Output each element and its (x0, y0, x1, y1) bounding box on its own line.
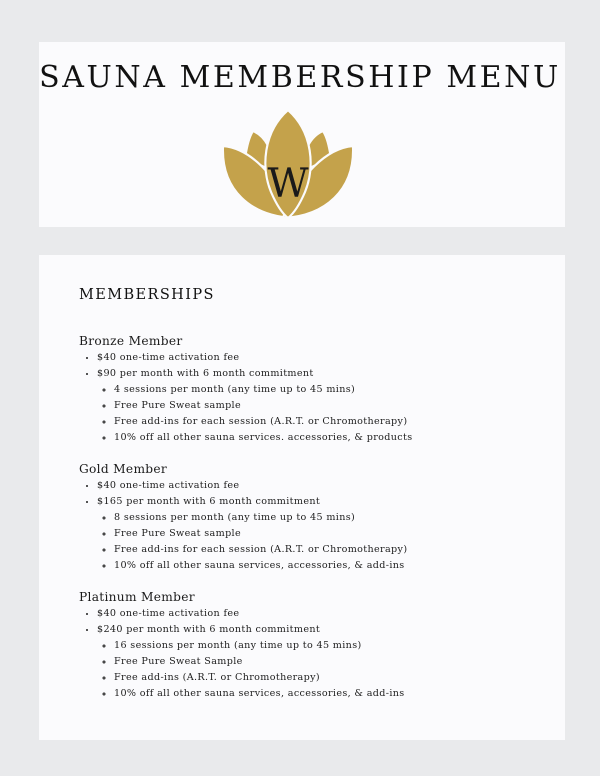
list-item-text: $165 per month with 6 month commitment (97, 495, 321, 507)
tier-benefits-list (79, 350, 549, 445)
list-item (97, 622, 549, 702)
list-item: • $40 one-time activation fee (97, 606, 549, 622)
tier-name: Gold Member (79, 462, 168, 476)
list-item: • $40 one-time activation fee (97, 350, 549, 366)
tier-name: Bronze Member (79, 334, 183, 348)
list-item-text: $240 per month with 6 month commitment (97, 623, 321, 635)
sub-list-item: ◦ Free add-ins (A.R.T. or Chromotherapy) (114, 670, 549, 686)
tier-benefits-list (79, 478, 549, 573)
sub-list (97, 638, 549, 702)
sub-list (97, 382, 549, 446)
tier-name: Platinum Member (79, 590, 195, 604)
list-item-text: $90 per month with 6 month commitment (97, 367, 314, 379)
sub-list-item: ◦ 16 sessions per month (any time up to 45 mins) (114, 638, 549, 654)
tier-gold (79, 460, 549, 573)
tier-benefits-list (79, 606, 549, 701)
memberships-heading: MEMBERSHIPS (79, 287, 215, 303)
sub-list-item: ◦ Free add-ins for each session (A.R.T. or Chromotherapy) (114, 542, 549, 558)
logo-letter: W (267, 161, 309, 207)
lotus-logo-icon (223, 110, 353, 220)
page-title: SAUNA MEMBERSHIP MENU (39, 60, 561, 95)
sub-list-item: ◦ Free Pure Sweat Sample (114, 654, 549, 670)
list-item (97, 494, 549, 574)
sub-list-item: ◦ 4 sessions per month (any time up to 45 mins) (114, 382, 549, 398)
sub-list-item: ◦ 10% off all other sauna services. accessories, & products (114, 430, 549, 446)
sub-list-item: ◦ Free add-ins for each session (A.R.T. or Chromotherapy) (114, 414, 549, 430)
sub-list-item: ◦ 10% off all other sauna services, accessories, & add-ins (114, 686, 549, 702)
sub-list-item: ◦ Free Pure Sweat sample (114, 398, 549, 414)
sub-list (97, 510, 549, 574)
tier-platinum (79, 588, 549, 701)
list-item (97, 366, 549, 446)
sub-list-item: ◦ 8 sessions per month (any time up to 45 mins) (114, 510, 549, 526)
list-item: • $40 one-time activation fee (97, 478, 549, 494)
tier-bronze (79, 332, 549, 445)
sub-list-item: ◦ Free Pure Sweat sample (114, 526, 549, 542)
sub-list-item: ◦ 10% off all other sauna services, accessories, & add-ins (114, 558, 549, 574)
